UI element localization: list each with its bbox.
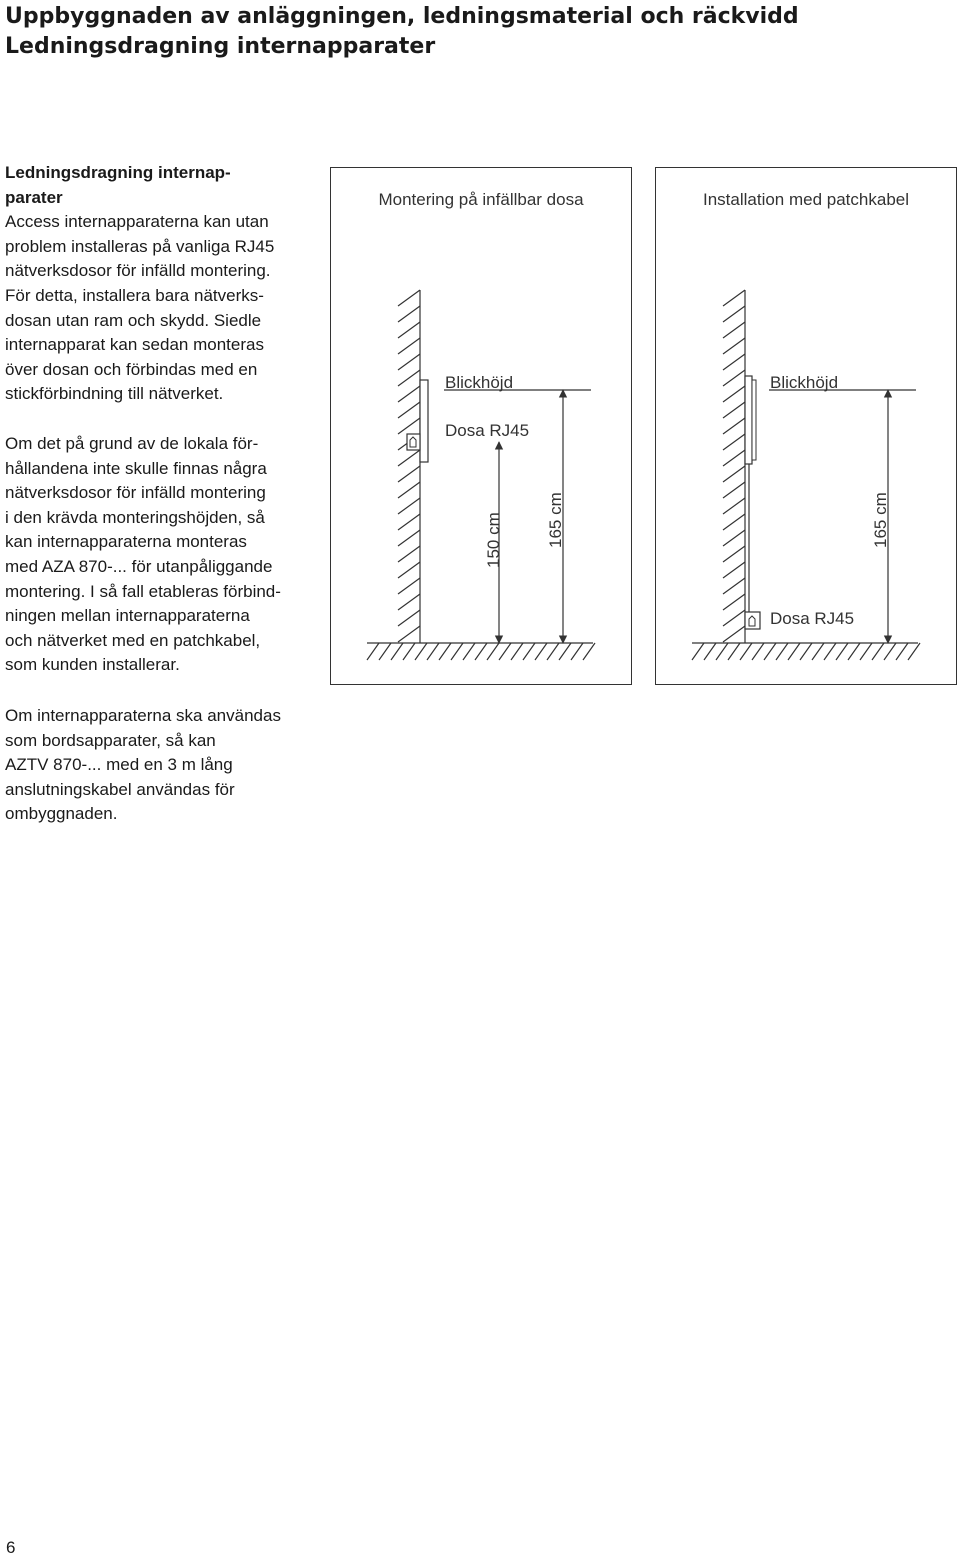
floor-hatch [367, 643, 595, 660]
page-title [5, 2, 799, 62]
surface-mount-station [745, 376, 752, 464]
page-number: 6 [6, 1538, 16, 1557]
dimension-165-label: 165 cm [546, 492, 565, 548]
wall-hatch [398, 290, 420, 643]
paragraph-table-use: Om internapparaterna ska användas som bordsapparater, så kan AZTV 870-... med en 3 m lång anslutningskabel användas för ombyggnaden. [5, 706, 281, 824]
paragraph-surface-mount: Om det på grund av de lokala för- hållandena inte skulle finnas några nätverksdosor för infälld montering i den krävda monteringshöjden, så kan internapparaterna monteras med AZA 870-... för utanpåliggande montering. I så fall etableras förbind- ningen mellan internapparaterna och nätverket med en patchkabel, som kunden installerar. [5, 434, 281, 675]
paragraph-flush-mount: Access internapparaterna kan utan problem installeras på vanliga RJ45 nätverksdosor för infälld montering. För detta, installera bara nätverks- dosan utan ram och skydd. Siedle internapparat kan sedan monteras över dosan och förbindas med en stickförbindning till nätverket. [5, 212, 275, 404]
surface-mount-section [5, 432, 320, 678]
figure-title: Montering på infällbar dosa [378, 190, 584, 209]
intro-section [5, 161, 320, 407]
socket-label: Dosa RJ45 [770, 609, 855, 628]
figure-patch-cable-drawing [656, 168, 958, 686]
floor-hatch [692, 643, 920, 660]
eye-height-label: Blickhöjd [445, 373, 514, 392]
station-mounting-bracket [752, 380, 756, 460]
dimension-150-label: 150 cm [484, 512, 503, 568]
figure-patch-cable [655, 167, 957, 685]
eye-height-label: Blickhöjd [770, 373, 839, 392]
title-line-2: Ledningsdragning internapparater [5, 34, 436, 59]
section-subheading: Ledningsdragning internap- parater [5, 163, 231, 207]
dimension-165-label: 165 cm [871, 492, 890, 548]
figure-title: Installation med patchkabel [702, 190, 910, 209]
indoor-station [420, 380, 428, 462]
rj45-socket-icon [745, 612, 760, 629]
figure-flush-mount-drawing [331, 168, 633, 686]
table-use-section [5, 704, 320, 827]
rj45-socket-icon [407, 434, 420, 450]
wall-hatch [723, 290, 745, 643]
figure-flush-mount [330, 167, 632, 685]
title-line-1: Uppbyggnaden av anläggningen, ledningsmaterial och räckvidd [5, 4, 799, 29]
socket-label: Dosa RJ45 [445, 421, 530, 440]
